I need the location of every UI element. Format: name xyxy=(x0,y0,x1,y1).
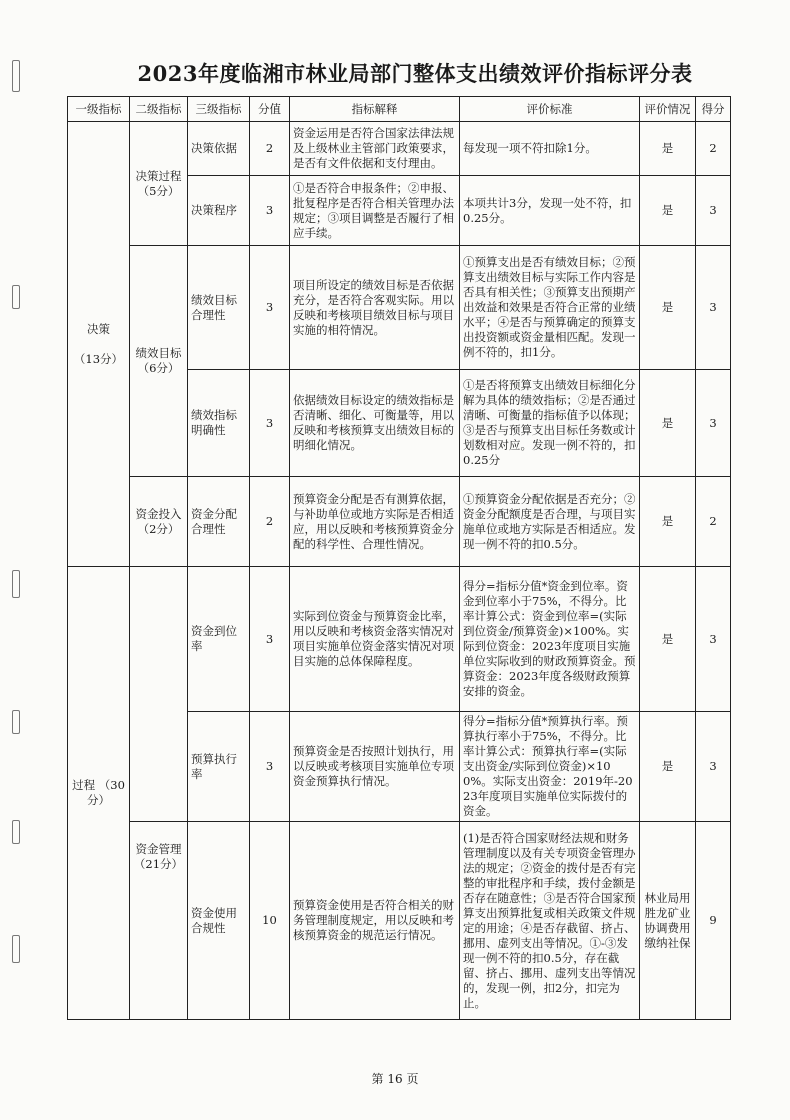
standard-cell: ①预算资金分配依据是否充分；②资金分配额度是否合理，与项目实施单位或地方实际是否相适应。发现一例不符的扣0.5分。 xyxy=(460,477,640,567)
header-explain: 指标解释 xyxy=(290,97,460,122)
table-row xyxy=(68,122,731,176)
header-standard: 评价标准 xyxy=(460,97,640,122)
level1-cell: 过程 （30分） xyxy=(68,567,130,1020)
header-eval: 评价情况 xyxy=(640,97,696,122)
points-cell: 3 xyxy=(250,370,290,477)
level3-cell: 绩效指标明确性 xyxy=(188,370,250,477)
level2-cell-empty xyxy=(130,567,188,822)
score-cell: 3 xyxy=(696,370,731,477)
eval-cell: 是 xyxy=(640,176,696,246)
binding-hole xyxy=(12,570,20,598)
binding-hole xyxy=(12,820,20,844)
explain-cell: 预算资金是否按照计划执行，用以反映或考核项目实施单位专项资金预算执行情况。 xyxy=(290,712,460,822)
score-cell: 3 xyxy=(696,567,731,712)
score-cell: 3 xyxy=(696,246,731,370)
eval-cell: 是 xyxy=(640,246,696,370)
eval-cell: 是 xyxy=(640,567,696,712)
page-title: 2023年度临湘市林业局部门整体支出绩效评价指标评分表 xyxy=(137,61,693,86)
standard-cell: ①预算支出是否有绩效目标；②预算支出绩效目标与实际工作内容是否具有相关性；③预算支出预期产出效益和效果是否符合正常的业绩水平；④是否与预算确定的预算支出投资额或资金量相匹配。发现一例不符的，扣1分。 xyxy=(460,246,640,370)
level1-cell: 决策 （13分） xyxy=(68,122,130,567)
header-level3: 三级指标 xyxy=(188,97,250,122)
standard-cell: 本项共计3分，发现一处不符，扣0.25分。 xyxy=(460,176,640,246)
eval-cell: 是 xyxy=(640,370,696,477)
binding-hole xyxy=(12,60,20,92)
explain-cell: 依据绩效目标设定的绩效指标是否清晰、细化、可衡量等，用以反映和考核预算支出绩效目标的明细化情况。 xyxy=(290,370,460,477)
header-level2: 二级指标 xyxy=(130,97,188,122)
level3-cell: 资金使用合规性 xyxy=(188,822,250,1020)
table-row xyxy=(68,477,731,567)
table-row xyxy=(68,246,731,370)
eval-cell: 林业局用胜龙矿业协调费用缴纳社保 xyxy=(640,822,696,1020)
score-cell: 3 xyxy=(696,176,731,246)
points-cell: 3 xyxy=(250,246,290,370)
level2-cell: 决策过程 （5分） xyxy=(130,122,188,246)
points-cell: 3 xyxy=(250,567,290,712)
standard-cell: 得分=指标分值*预算执行率。预算执行率小于75%，不得分。比率计算公式：预算执行率=(实际支出资金/实际到位资金)×100%。实际支出资金：2019年-2023年度项目实施单位实际拨付的资金。 xyxy=(460,712,640,822)
standard-cell: ①是否将预算支出绩效目标细化分解为具体的绩效指标；②是否通过清晰、可衡量的指标值予以体现；③是否与预算支出目标任务数或计划数相对应。发现一例不符的，扣0.25分 xyxy=(460,370,640,477)
points-cell: 10 xyxy=(250,822,290,1020)
page-number: 第 16 页 xyxy=(371,1072,419,1086)
standard-cell: (1)是否符合国家财经法规和财务管理制度以及有关专项资金管理办法的规定；②资金的拨付是否有完整的审批程序和手续，拨付金额是否存在随意性；③是否符合国家预算支出预算批复或相关政策文件规定的用途；④是否存截留、挤占、挪用、虚列支出等情况。①-③发现一例不符的扣0.5分，存在截留、挤占、挪用、虚列支出等情况的，发现一例，扣2分，扣完为止。 xyxy=(460,822,640,1020)
level3-cell: 资金到位率 xyxy=(188,567,250,712)
table-row xyxy=(68,567,731,712)
header-points: 分值 xyxy=(250,97,290,122)
binding-hole xyxy=(12,710,20,734)
header-row xyxy=(68,97,731,122)
eval-cell: 是 xyxy=(640,122,696,176)
level3-cell: 决策程序 xyxy=(188,176,250,246)
points-cell: 2 xyxy=(250,122,290,176)
eval-cell: 是 xyxy=(640,477,696,567)
binding-hole xyxy=(12,285,20,309)
level2-cell: 绩效目标 （6分） xyxy=(130,246,188,477)
points-cell: 3 xyxy=(250,176,290,246)
level3-cell: 绩效目标合理性 xyxy=(188,246,250,370)
binding-hole xyxy=(12,935,20,963)
level3-cell: 决策依据 xyxy=(188,122,250,176)
score-cell: 9 xyxy=(696,822,731,1020)
eval-cell: 是 xyxy=(640,712,696,822)
score-table xyxy=(67,96,731,1020)
explain-cell: 预算资金使用是否符合相关的财务管理制度规定，用以反映和考核预算资金的规范运行情况。 xyxy=(290,822,460,1020)
explain-cell: ①是否符合申报条件；②申报、批复程序是否符合相关管理办法规定；③项目调整是否履行了相应手续。 xyxy=(290,176,460,246)
header-score: 得分 xyxy=(696,97,731,122)
standard-cell: 得分=指标分值*资金到位率。资金到位率小于75%，不得分。比率计算公式：资金到位率=(实际到位资金/预算资金)×100%。实际到位资金：2023年度项目实施单位实际收到的财政预算资金。预算资金：2023年度各级财政预算安排的资金。 xyxy=(460,567,640,712)
explain-cell: 资金运用是否符合国家法律法规及上级林业主管部门政策要求，是否有文件依据和支付理由。 xyxy=(290,122,460,176)
score-cell: 2 xyxy=(696,122,731,176)
binding-holes xyxy=(0,0,38,1120)
points-cell: 3 xyxy=(250,712,290,822)
header-level1: 一级指标 xyxy=(68,97,130,122)
level3-cell: 预算执行率 xyxy=(188,712,250,822)
level3-cell: 资金分配合理性 xyxy=(188,477,250,567)
explain-cell: 项目所设定的绩效目标是否依据充分，是否符合客观实际。用以反映和考核项目绩效目标与项目实施的相符情况。 xyxy=(290,246,460,370)
level2-cell: 资金管理 （21分） xyxy=(130,822,188,1020)
points-cell: 2 xyxy=(250,477,290,567)
level2-cell: 资金投入 （2分） xyxy=(130,477,188,567)
standard-cell: 每发现一项不符扣除1分。 xyxy=(460,122,640,176)
score-cell: 3 xyxy=(696,712,731,822)
table-row xyxy=(68,822,731,1020)
score-cell: 2 xyxy=(696,477,731,567)
explain-cell: 实际到位资金与预算资金比率，用以反映和考核资金落实情况对项目实施单位资金落实情况对项目实施的总体保障程度。 xyxy=(290,567,460,712)
explain-cell: 预算资金分配是否有测算依据，与补助单位或地方实际是否相适应，用以反映和考核预算资金分配的科学性、合理性情况。 xyxy=(290,477,460,567)
